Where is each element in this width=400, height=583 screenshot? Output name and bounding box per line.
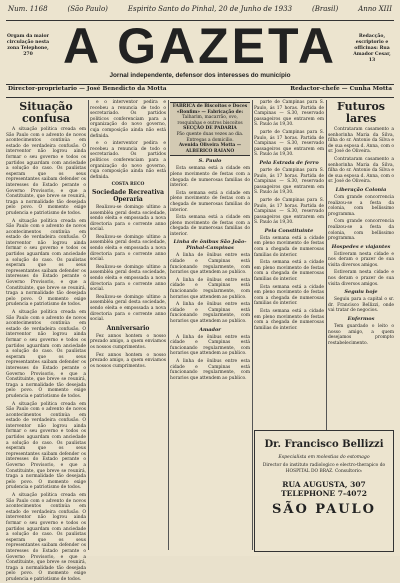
doctor-address: RUA AUGUSTA, 307 TELEPHONE 7-4072 — [281, 480, 367, 499]
bus-line-body: A linha de ônibus entre esta cidade e Campinas está funcionando regularmente, com horarios que attendem ao publico. — [170, 253, 250, 276]
header-line — [8, 5, 392, 19]
railway-headline: Pela Estrada de ferro — [259, 159, 319, 166]
bakery-ad-sub: Talharim, macarrão, ovo, rosquinhas e outros biscoitos — [177, 115, 243, 126]
colonia-headline: Liberação Colonia — [335, 186, 387, 193]
constituent-body: Esta semana está a cidade em pleno movimento de festas com a chegada de numerosas familias do interior. — [254, 235, 324, 258]
sick-headline: Enfermos — [347, 316, 375, 323]
doctor-city: SÃO PAULO — [271, 502, 377, 518]
date: Espirito Santo do Pinhal, 20 de Junho de 1933 — [127, 5, 293, 13]
railway-body: parte de Campinas para S. Paulo, ás 17 horas. Partida de Campinas — S.30, reservado passageiros que entrarem em S. Paulo ás 19,30. — [254, 129, 324, 158]
article-continuation: e o interventor pedira e recebeu a renuncia de todo o secretariado. Os partidos politicos conferenciam para a organização do novo governo, cuja composição ainda não está definida. — [90, 100, 166, 139]
main-article-body: A situação politica creada em São Paulo com o advento de novos acontecimentos continúa em estado de verdadeira confusão. O interventor não logrou ainda formar o seu governo e todos os partidos aguardam com anciedade a solução do caso. Os paulistas esperam que os seus representantes saibam defender os interesses do Estado perante o Governo Provisorio, e que a Constituinte, que breve se reunirá, traga a normalidade tão desejada pelo povo. O momento exige prudencia e patriotismo de todos. — [6, 310, 86, 399]
directors-line — [8, 86, 392, 96]
masthead — [56, 20, 344, 78]
railway-body: parte de Campinas para S. Paulo, ás 17 horas. Partida de Campinas — S.30, reservado passageiros que entrarem em S. Paulo ás 19,30. — [254, 197, 324, 226]
directors-rule — [6, 97, 394, 98]
main-headline: Situação confusa — [19, 100, 73, 125]
departed-headline: Seguiu hoje — [344, 289, 378, 296]
doctor-specialty: Especialista em molestias do estomago — [278, 455, 370, 460]
bakery-ad — [170, 102, 250, 156]
doctor-advertisement — [254, 430, 394, 552]
column-4 — [254, 100, 324, 426]
anniversary-body: Fez annos hontem o nosso prezado amigo, a quem enviamos os nossos cumprimentos. — [90, 333, 166, 350]
column-2 — [90, 100, 166, 550]
sao-paulo-body: Esta semana está a cidade em pleno movimento de festas com a chegada de numerosas familias do interior. — [170, 215, 250, 237]
doctor-name: Dr. Francisco Bellizzi — [264, 439, 384, 450]
director-left: Director-proprietario — José Benedicto da Motta — [8, 86, 167, 92]
main-article-body: A situação politica creada em São Paulo com o advento de novos acontecimentos continúa em estado de verdadeira confusão. O interventor não logrou ainda formar o seu governo e todos os partidos aguardam com anciedade a solução do caso. Os paulistas esperam que os seus representantes saibam defender os interesses do Estado perante o Governo Provisorio, e que a Constituinte, que breve se reunirá, traga a normalidade tão desejada pelo povo. O momento exige prudencia e patriotismo de todos. — [6, 127, 86, 216]
departed-body: Seguiu para a capital o sr. dr. Francisco Bellizzi, onde vai tratar de negocios. — [328, 297, 394, 314]
main-article-body: A situação politica creada em São Paulo com o advento de novos acontecimentos continúa em estado de verdadeira confusão. O interventor não logrou ainda formar o seu governo e todos os partidos aguardam com anciedade a solução do caso. Os paulistas esperam que os seus representantes saibam defender os interesses do Estado perante o Governo Provisorio, e que a Constituinte, que breve se reunirá, traga a normalidade tão desejada pelo povo. O momento exige prudencia e patriotismo de todos. — [6, 493, 86, 582]
bakery-ad-head: FABRICA de Biscoitos e Doces «Bonfim» — Fabricação de: — [172, 104, 248, 115]
bus-line-body: A linha de ônibus entre esta cidade e Campinas está funcionando regularmente, com horarios que attendem ao publico. — [170, 302, 250, 324]
sao-paulo-body: Esta semana está a cidade em pleno movimento de festas com a chegada de numerosas familias do interior. — [170, 166, 250, 189]
sao-paulo-headline: S. Paulo — [198, 158, 222, 165]
country: (Brasil) — [312, 5, 339, 13]
year: Anno XIII — [358, 5, 392, 13]
amador-headline: Amador — [199, 326, 221, 333]
left-ear-box: Orgam da maior circulação nesta zona Telephone, 270 — [6, 34, 50, 57]
director-right: Redactor-chefe — Cunha Motta — [290, 86, 392, 92]
guests-headline: Hospedes e viajantes — [331, 243, 391, 250]
society-body: Realizou-se domingo ultimo a assembléa geral desta sociedade, sendo eleita e empossada a nova directoria para o corrente anno social. — [90, 264, 166, 293]
column-divider — [252, 100, 253, 550]
colonia-body: Com grande concorrencia realizou-se a festa da colonia, com bellissimo programma. — [328, 194, 394, 217]
right-ear-box: Redacção, escriptorio e officinas: Rua Amador Cesar, 13 — [353, 34, 391, 63]
future-homes-body: Contrataram casamento a senhorinha Maria da Silva, filha do sr. Antonio da Silva e de sua esposa d. Anna, com o sr. José de Oliveira. — [328, 156, 394, 185]
column-3 — [170, 100, 250, 550]
amador-body: A linha de ônibus entre esta cidade e Campinas está funcionando regularmente, com horarios que attendem ao publico. — [170, 358, 250, 381]
guests-body: Estiveram nesta cidade e nos deram o prazer de sua visita diversos amigos. — [328, 270, 394, 287]
society-body: Realizou-se domingo ultimo a assembléa geral desta sociedade, sendo eleita e empossada a nova directoria para o corrente anno social. — [90, 234, 166, 263]
future-homes-headline: Futuros lares — [336, 100, 386, 125]
bus-line-body: A linha de ônibus entre esta cidade e Campinas está funcionando regularmente, com horarios que attendem ao publico. — [170, 277, 250, 300]
sao-paulo-body: Esta semana está a cidade em pleno movimento de festas com a chegada de numerosas familias do interior. — [170, 190, 250, 213]
bakery-owner: Avenida Oliveira Motta — ALBERICO RAIANO — [178, 143, 242, 154]
railway-body: parte de Campinas para S. Paulo, ás 17 horas. Partida de Campinas — S.30, reservado passageiros que entrarem em S. Paulo ás 19,30. — [254, 100, 324, 128]
column-divider — [88, 100, 89, 550]
society-body: Realizou-se domingo ultimo a assembléa geral desta sociedade, sendo eleita e empossada a nova directoria para o corrente anno social. — [90, 204, 166, 233]
article-continuation: e o interventor pedira e recebeu a renuncia de todo o secretariado. Os partidos politicos conferenciam para a organização do novo governo, cuja composição ainda não está definida. — [90, 141, 166, 180]
doctor-ad-text: Director do instituto radiologico e electro-therapico do HOSPITAL DO BRAZ. Consultorio: — [262, 463, 386, 474]
mast-rule — [6, 84, 394, 85]
future-homes-body: Contrataram casamento a senhorinha Maria da Silva, filha do sr. Antonio da Silva e de sua esposa d. Anna, com o sr. José de Oliveira. — [328, 127, 394, 155]
constituent-body: Esta semana está a cidade em pleno movimento de festas com a chegada de numerosas familias do interior. — [254, 284, 324, 307]
column-divider — [168, 100, 169, 550]
amador-body: A linha de ônibus entre esta cidade e Campinas está funcionando regularmente, com horarios que attendem ao publico. — [170, 334, 250, 357]
constituent-headline: Pela Constituinte — [264, 227, 314, 234]
anniversary-headline: Anniversario — [106, 324, 150, 332]
place: (São Paulo) — [67, 5, 108, 13]
society-headline: Sociedade Recreativa Operaria — [91, 188, 165, 203]
society-body: Realizou-se domingo ultimo a assembléa geral desta sociedade, sendo eleita e empossada a nova directoria para o corrente anno social. — [90, 294, 166, 323]
newspaper-subtitle: Jornal independente, defensor dos interesses do município — [109, 72, 291, 79]
sick-body: Tem guardado o leito o nosso amigo, a quem desejamos prompto restabelecimento. — [328, 324, 394, 346]
guests-body: Estiveram nesta cidade e nos deram o prazer de sua visita diversos amigos. — [328, 251, 394, 268]
railway-body: parte de Campinas para S. Paulo, ás 17 horas. Partida de Campinas — S.30, reservado passageiros que entrarem em S. Paulo ás 19,30. — [254, 167, 324, 196]
main-article-body: A situação politica creada em São Paulo com o advento de novos acontecimentos continúa em estado de verdadeira confusão. O interventor não logrou ainda formar o seu governo e todos os partidos aguardam com anciedade a solução do caso. Os paulistas esperam que os seus representantes saibam defender os interesses do Estado perante o Governo Provisorio, e que a Constituinte, que breve se reunirá, traga a normalidade tão desejada pelo povo. O momento exige prudencia e patriotismo de todos. — [6, 218, 86, 308]
column-1 — [6, 100, 86, 582]
newspaper-title: A GAZETA — [63, 18, 337, 74]
constituent-body: Esta semana está a cidade em pleno movimento de festas com a chegada de numerosas familias do interior. — [254, 309, 324, 331]
constituent-body: Esta semana está a cidade em pleno movimento de festas com a chegada de numerosas familias do interior. — [254, 260, 324, 283]
colonia-body: Com grande concorrencia realizou-se a festa da colonia, com bellissimo programma. — [328, 219, 394, 242]
issue-number: Num. 1168 — [8, 5, 48, 13]
bakery-section: SECÇÃO DE PADARIA — [183, 126, 237, 132]
bus-line-headline: Linha de ônibus São João-Pinhal-Campinas — [173, 239, 247, 252]
column-5 — [328, 100, 394, 426]
main-article-body: A situação politica creada em São Paulo com o advento de novos acontecimentos continúa em estado de verdadeira confusão. O interventor não logrou ainda formar o seu governo e todos os partidos aguardam com anciedade a solução do caso. Os paulistas esperam que os seus representantes saibam defender os interesses do Estado perante o Governo Provisorio, e que a Constituinte, que breve se reunirá, traga a normalidade tão desejada pelo povo. O momento exige prudencia e patriotismo de todos. — [6, 401, 86, 491]
bakery-ad-body: Pão quente duas vezes ao dia. Entregas a domicilio. — [176, 131, 244, 143]
signature: COSTA RECO — [111, 182, 145, 188]
anniversary-body: Fez annos hontem o nosso prezado amigo, a quem enviamos os nossos cumprimentos. — [90, 352, 166, 369]
